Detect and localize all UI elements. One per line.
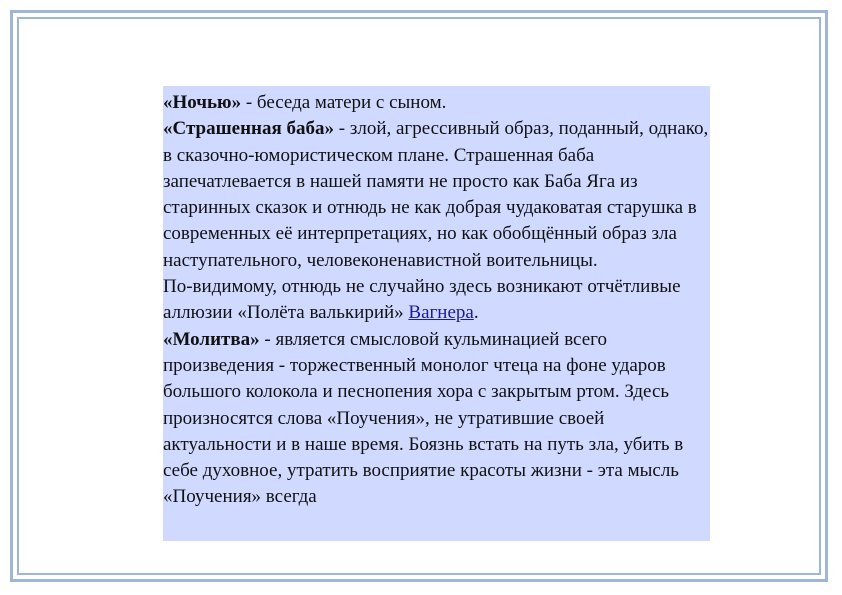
scary-woman-title: «Страшенная баба» <box>163 118 334 140</box>
allusion-text: По-видимому, отнюдь не случайно здесь возникают отчётливые аллюзии «Полёта валькирий» <box>163 276 681 324</box>
paragraph-prayer <box>163 327 710 511</box>
prayer-title: «Молитва» <box>163 328 260 350</box>
prayer-text: - является смысловой кульминацией всего произведения - торжественный монолог чтеца на фоне ударов большого колокола и песнопения хора с закрытым ртом. Здесь произносятся слова «Поучения», не утратившие своей актуальности и в наше время. Боязнь встать на путь зла, убить в себе духовное, утратить восприятие красоты жизни - эта мысль «Поучения» всегда <box>163 328 684 508</box>
allusion-after: . <box>473 302 479 324</box>
night-title: «Ночью» <box>163 92 242 113</box>
paragraph-scary-woman <box>163 116 710 274</box>
paragraph-allusion <box>163 274 710 327</box>
scary-woman-text: - злой, агрессивный образ, поданный, однако, в сказочно-юмористическом плане. Страшенная баба запечатлевается в нашей памяти не просто как Баба Яга из старинных сказок и отнюдь не как добрая чудаковатая старушка в современных её интерпретациях, но как обобщённый образ зла наступательного, человеконенавистной воительницы. <box>163 118 709 271</box>
wagner-link[interactable]: Вагнера <box>408 302 474 324</box>
night-text: - беседа матери с сыном. <box>241 92 447 113</box>
text-block <box>163 86 710 541</box>
paragraph-night <box>163 90 710 116</box>
